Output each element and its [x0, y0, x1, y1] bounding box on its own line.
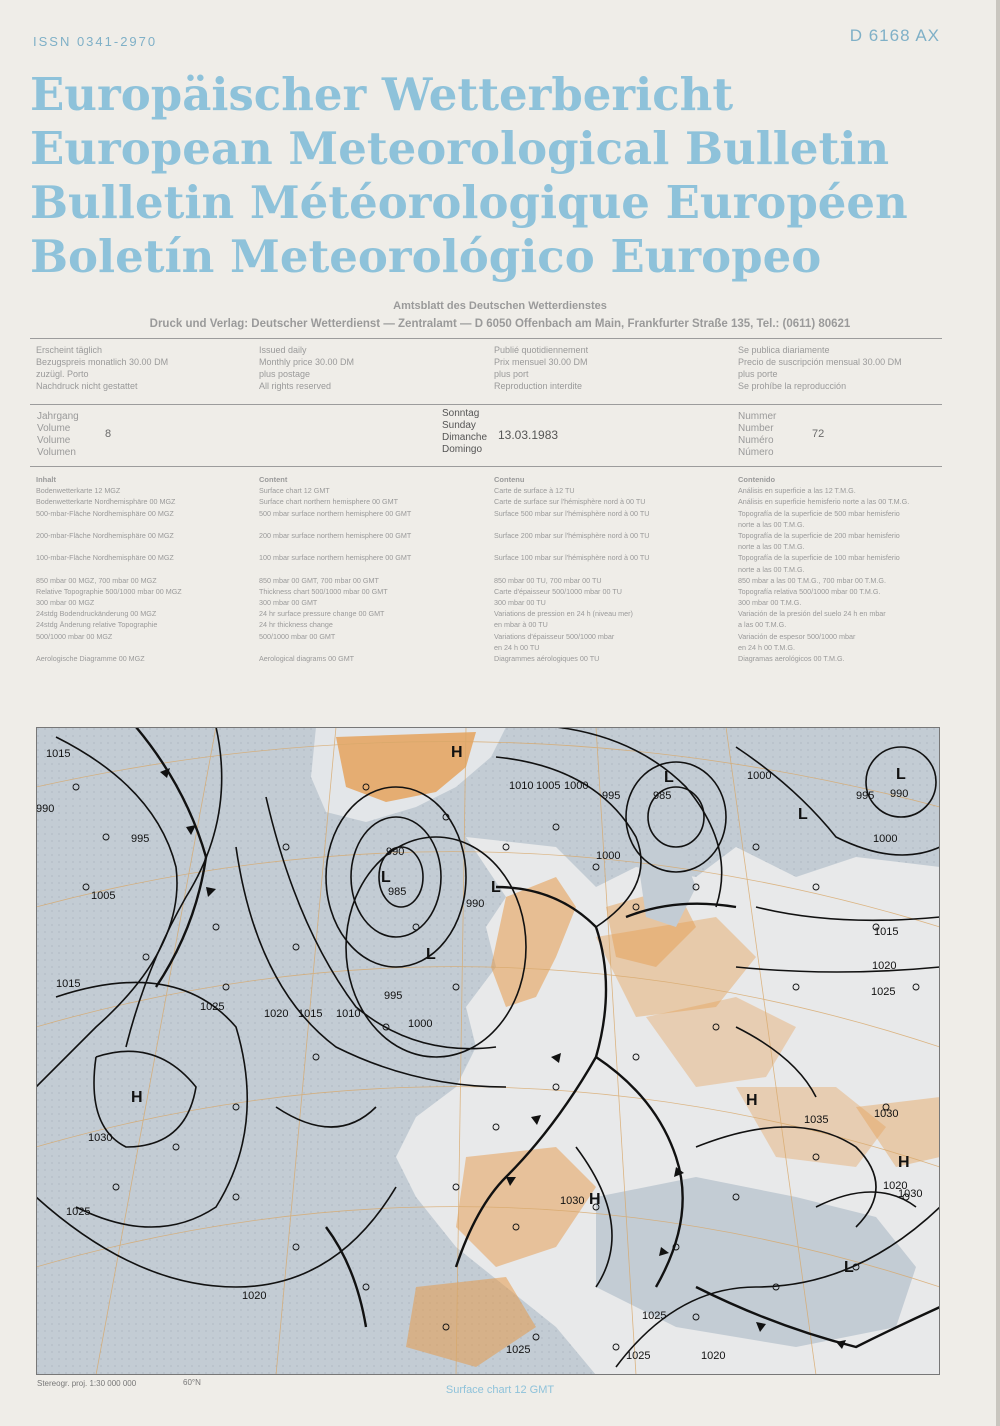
contents-item: Surface chart 12 GMT	[259, 486, 330, 496]
contents-item: Carte de surface sur l'hémisphère nord à 00 TU	[494, 497, 646, 507]
isobar-label: 1020	[883, 1180, 908, 1192]
isobar-label: 1025	[506, 1344, 531, 1356]
contents-item: Thickness chart 500/1000 mbar 00 GMT	[259, 586, 388, 596]
isobar-label: 1020	[872, 960, 897, 972]
weather-map-svg	[36, 727, 940, 1375]
issue-number: 72	[812, 428, 825, 440]
isobar-label: 1030	[88, 1132, 113, 1144]
title-english: European Meteorological Bulletin	[30, 122, 890, 175]
isobar-label: 1025	[642, 1310, 667, 1322]
contents-item: 300 mbar 00 MGZ	[36, 598, 95, 608]
high-center: H	[746, 1092, 758, 1109]
contents-item	[259, 564, 411, 575]
contents-item: norte a las 00 T.M.G.	[738, 519, 805, 529]
map-latitude-note: 60°N	[183, 1378, 201, 1387]
contents-item: 100 mbar surface northern hemisphere 00 GMT	[259, 553, 412, 563]
isobar-label: 985	[653, 790, 672, 802]
info-english: Issued daily Monthly price 30.00 DM plus postage All rights reserved	[259, 345, 355, 391]
isobar-label: 1015	[46, 748, 71, 760]
contents-item: Topografía de la superficie de 200 mbar hemisferio	[738, 530, 900, 540]
isobar-label: 1000	[408, 1018, 433, 1030]
contents-item: 24 hr surface pressure change 00 GMT	[259, 609, 385, 619]
contents-item: Variations de pression en 24 h (niveau mer)	[494, 609, 633, 619]
title-spanish: Boletín Meteorológico Europeo	[30, 230, 822, 283]
contents-item: Relative Topographie 500/1000 mbar 00 MGZ	[36, 586, 182, 596]
isobar-label: 995	[131, 833, 150, 845]
contents-item: 500/1000 mbar 00 MGZ	[36, 631, 113, 641]
contents-item: 300 mbar 00 T.M.G.	[738, 598, 802, 608]
issue-date: 13.03.1983	[498, 428, 559, 442]
contents-item: Variación de espesor 500/1000 mbar	[738, 631, 856, 641]
isobar-label: 1010	[336, 1008, 361, 1020]
contents-item	[259, 642, 411, 653]
contents-item	[494, 519, 649, 530]
contents-item: 24stdg Bodendruckänderung 00 MGZ	[36, 609, 157, 619]
contents-item: Variación de la presión del suelo 24 h en mbar	[738, 609, 886, 619]
contents-item: norte a las 00 T.M.G.	[738, 542, 805, 552]
contents-item	[259, 519, 411, 530]
isobar-label: 1000	[747, 770, 772, 782]
isobar-label: 1030	[874, 1108, 899, 1120]
contents-item: en 24 h 00 TU	[494, 642, 540, 652]
contents-item: 850 mbar 00 TU, 700 mbar 00 TU	[494, 575, 602, 585]
high-center: H	[898, 1154, 910, 1171]
surface-chart-map	[36, 727, 940, 1375]
contents-item	[36, 564, 182, 575]
contents-item: 850 mbar 00 MGZ, 700 mbar 00 MGZ	[36, 575, 157, 585]
contents-german	[36, 474, 182, 664]
contents-item	[259, 541, 411, 552]
contents-item: en 24 h 00 T.M.G.	[738, 642, 796, 652]
contents-item	[36, 642, 182, 653]
contents-item: Carte d'épaisseur 500/1000 mbar 00 TU	[494, 586, 622, 596]
isobar-label: 1025	[200, 1001, 225, 1013]
isobar-label: 1015	[298, 1008, 323, 1020]
isobar-label: 985	[388, 886, 407, 898]
contents-heading: Contenu	[494, 475, 525, 484]
isobar-label: 990	[36, 803, 55, 815]
isobar-label: 1000	[596, 850, 621, 862]
info-spanish: Se publica diariamente Precio de suscripción mensual 30.00 DM plus porte Se prohíbe la reproducción	[738, 345, 902, 391]
divider	[30, 466, 942, 467]
low-center: L	[664, 769, 674, 786]
isobar-label: 990	[386, 846, 405, 858]
contents-heading: Content	[259, 475, 288, 484]
contents-item: Surface 200 mbar sur l'hémisphère nord à 00 TU	[494, 530, 650, 540]
publisher-line: Druck und Verlag: Deutscher Wetterdienst — Zentralamt — D 6050 Offenbach am Main, Frankfurter Straße 135, Tel.: (0611) 80621	[149, 318, 851, 330]
contents-item: Aerological diagrams 00 GMT	[259, 654, 355, 663]
contents-item: en mbar à 00 TU	[494, 620, 548, 630]
isobar-label: 1030	[898, 1188, 923, 1200]
volume-value: 8	[105, 428, 112, 440]
contents-item: Carte de surface à 12 TU	[494, 486, 575, 496]
isobar-label: 1000	[873, 833, 898, 845]
contents-item: 850 mbar 00 GMT, 700 mbar 00 GMT	[259, 575, 379, 585]
contents-english	[259, 474, 411, 664]
contents-item: Surface 100 mbar sur l'hémisphère nord à 00 TU	[494, 553, 650, 563]
isobar-label: 1015	[56, 978, 81, 990]
contents-item: 850 mbar a las 00 T.M.G., 700 mbar 00 T.M.G.	[738, 575, 886, 585]
contents-item: Surface 500 mbar sur l'hémisphère nord à 00 TU	[494, 508, 650, 518]
contents-item: 24 hr thickness change	[259, 620, 333, 630]
contents-item: Variations d'épaisseur 500/1000 mbar	[494, 631, 615, 641]
isobar-label: 1005	[536, 780, 561, 792]
title-french: Bulletin Météorologique Européen	[30, 176, 908, 229]
isobar-label: 1005	[91, 890, 116, 902]
isobar-label: 1020	[242, 1290, 267, 1302]
info-french: Publié quotidiennement Prix mensuel 30.00 DM plus port Reproduction interdite	[494, 345, 589, 391]
chart-caption: Surface chart 12 GMT	[445, 1384, 555, 1396]
contents-item: Análisis en superficie hemisferio norte a las 00 T.M.G.	[738, 497, 910, 507]
isobar-label: 1020	[264, 1008, 289, 1020]
isobar-label: 995	[384, 990, 403, 1002]
contents-item: Topografía de la superficie de 100 mbar hemisferio	[738, 553, 900, 563]
contents-item: 500-mbar-Fläche Nordhemisphäre 00 MGZ	[36, 508, 174, 518]
isobar-label: 1000	[564, 780, 589, 792]
low-center: L	[896, 766, 906, 783]
number-labels: Nummer Number Numéro Número	[738, 411, 777, 458]
volume-labels: Jahrgang Volume Volume Volumen	[37, 411, 79, 458]
isobar-label: 1030	[560, 1195, 585, 1207]
contents-item: 200-mbar-Fläche Nordhemisphäre 00 MGZ	[36, 530, 174, 540]
contents-item: Topografía relativa 500/1000 mbar 00 T.M.G.	[738, 586, 881, 596]
isobar-label: 1025	[66, 1206, 91, 1218]
title-german: Europäischer Wetterbericht	[30, 68, 734, 121]
title-block	[30, 68, 942, 284]
isobar-label: 990	[890, 788, 909, 800]
isobar-label: 1015	[874, 926, 899, 938]
high-center: H	[131, 1089, 143, 1106]
low-center: L	[798, 806, 808, 823]
contents-french	[494, 474, 649, 664]
contents-heading: Inhalt	[36, 475, 56, 484]
contents-item: Bodenwetterkarte Nordhemisphäre 00 MGZ	[36, 497, 176, 507]
day-labels: Sonntag Sunday Dimanche Domingo	[442, 408, 488, 455]
issn-label: ISSN 0341-2970	[33, 34, 158, 49]
low-center: L	[844, 1259, 854, 1276]
isobar-label: 1010	[509, 780, 534, 792]
contents-item	[494, 564, 649, 575]
low-center: L	[426, 946, 436, 963]
isobar-label: 1035	[804, 1114, 829, 1126]
info-german: Erscheint täglich Bezugspreis monatlich 30.00 DM zuzügl. Porto Nachdruck nicht gestattet	[36, 345, 169, 391]
isobar-label: 995	[856, 790, 875, 802]
contents-item: 100-mbar-Fläche Nordhemisphäre 00 MGZ	[36, 553, 174, 563]
contents-item: 300 mbar 00 GMT	[259, 598, 318, 608]
contents-item: Aerologische Diagramme 00 MGZ	[36, 654, 145, 663]
contents-item	[36, 541, 182, 552]
contents-heading: Contenido	[738, 475, 776, 484]
contents-item: a las 00 T.M.G.	[738, 620, 787, 630]
contents-item: Surface chart northern hemisphere 00 GMT	[259, 497, 399, 507]
divider	[30, 338, 942, 339]
isobar-label: 1020	[701, 1350, 726, 1362]
contents-item	[494, 541, 649, 552]
low-center: L	[491, 879, 501, 896]
contents-item: Análisis en superficie a las 12 T.M.G.	[738, 486, 856, 496]
contents-item	[36, 519, 182, 530]
amtsblatt-line: Amtsblatt des Deutschen Wetterdienstes	[393, 300, 607, 312]
contents-item: 500/1000 mbar 00 GMT	[259, 631, 336, 641]
low-center: L	[381, 869, 391, 886]
high-center: H	[589, 1191, 601, 1208]
contents-item: 300 mbar 00 TU	[494, 598, 546, 608]
map-projection-note: Stereogr. proj. 1:30 000 000	[37, 1379, 137, 1388]
isobar-label: 1025	[871, 986, 896, 998]
publication-code: D 6168 AX	[849, 26, 940, 45]
contents-item: 500 mbar surface northern hemisphere 00 GMT	[259, 508, 412, 518]
high-center: H	[451, 744, 463, 761]
contents-item: norte a las 00 T.M.G.	[738, 564, 805, 574]
contents-item: Bodenwetterkarte 12 MGZ	[36, 486, 121, 496]
isobar-label: 1025	[626, 1350, 651, 1362]
isobar-label: 995	[602, 790, 621, 802]
contents-spanish	[738, 474, 909, 664]
contents-item: Topografía de la superficie de 500 mbar hemisferio	[738, 508, 900, 518]
contents-item: Diagramas aerológicos 00 T.M.G.	[738, 654, 845, 663]
contents-item: Diagrammes aérologiques 00 TU	[494, 654, 600, 663]
page-edge	[996, 0, 1000, 1426]
contents-item: 24stdg Änderung relative Topographie	[36, 620, 158, 630]
contents-item: 200 mbar surface northern hemisphere 00 GMT	[259, 530, 412, 540]
isobar-label: 990	[466, 898, 485, 910]
divider	[30, 404, 942, 405]
